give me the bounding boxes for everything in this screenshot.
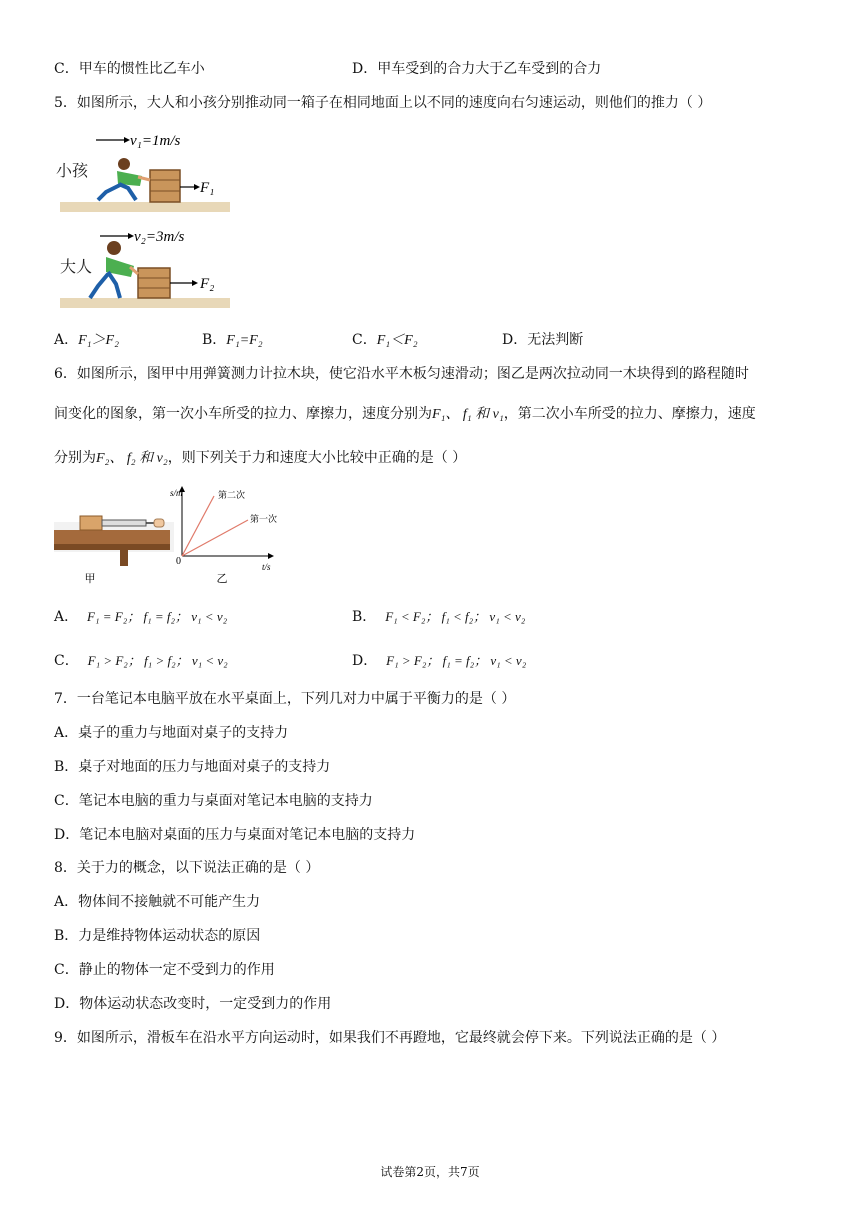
q8-stem: 8．关于力的概念，以下说法正确的是（ ）	[54, 860, 320, 876]
q7-option-b: B．桌子对地面的压力与地面对桌子的支持力	[54, 759, 331, 775]
child-ground	[60, 202, 230, 212]
q6-option-a: A． F₁ = F₂； f₁ = f₂； v₁ < v₂	[54, 609, 228, 625]
q7-option-d: D．笔记本电脑对桌面的压力与桌面对笔记本电脑的支持力	[54, 827, 416, 843]
origin-label: 0	[176, 556, 181, 567]
v1-label: v₁=1m/s	[130, 133, 181, 149]
q6-stem-line3: 分别为F₂、 f₂ 和 v₂，则下列关于力和速度大小比较中正确的是（ ）	[54, 450, 467, 466]
q6-figure-yi	[170, 484, 290, 590]
q8-option-c: C．静止的物体一定不受到力的作用	[54, 962, 275, 978]
q8-option-b: B．力是维持物体运动状态的原因	[54, 928, 261, 944]
q6-option-d: D． F₁ > F₂； f₁ = f₂； v₁ < v₂	[352, 653, 527, 669]
q6-option-c: C． F₁ > F₂； f₁ > f₂； v₁ < v₂	[54, 653, 228, 669]
adult-box	[138, 268, 170, 298]
hand	[154, 519, 164, 527]
wooden-board	[54, 530, 170, 544]
f2-label: F₂	[200, 276, 215, 292]
q6-stem-line1: 6．如图所示，图甲中用弹簧测力计拉木块，使它沿水平木板匀速滑动；图乙是两次拉动同一木块得到的路程随时	[54, 366, 749, 382]
q5-figure	[54, 124, 234, 314]
q7-stem: 7．一台笔记本电脑平放在水平桌面上，下列几对力中属于平衡力的是（ ）	[54, 691, 516, 707]
adult-ground	[60, 298, 230, 308]
adult-figure	[90, 241, 138, 298]
child-box	[150, 170, 180, 202]
child-label: 小孩	[56, 163, 89, 180]
q8-option-a: A．物体间不接触就不可能产生力	[54, 894, 261, 910]
spring-scale	[102, 520, 146, 526]
q7-option-a: A．桌子的重力与地面对桌子的支持力	[54, 725, 289, 741]
f1-label: F₁	[200, 180, 215, 196]
series-second-label: 第二次	[218, 490, 246, 500]
fig-jia-caption: 甲	[84, 573, 96, 584]
q6-figure-jia	[54, 488, 184, 584]
wood-block	[80, 516, 102, 530]
q6-option-b: B． F₁ < F₂； f₁ < f₂； v₁ < v₂	[352, 609, 526, 625]
q5-option-d: D．无法判断	[502, 332, 584, 348]
fig-yi-caption: 乙	[216, 573, 228, 585]
v2-label: v₂=3m/s	[134, 229, 185, 245]
series-first-label: 第一次	[250, 514, 278, 524]
q8-option-d: D．物体运动状态改变时，一定受到力的作用	[54, 996, 332, 1012]
q5-stem: 5．如图所示，大人和小孩分别推动同一箱子在相同地面上以不同的速度向右匀速运动，则他们的推力（ ）	[54, 95, 712, 111]
q5-option-a: A．F₁＞F₂	[54, 332, 119, 348]
q7-option-c: C．笔记本电脑的重力与桌面对笔记本电脑的支持力	[54, 793, 373, 809]
q4-option-d: D．甲车受到的合力大于乙车受到的合力	[352, 61, 602, 77]
q5-option-b: B．F₁=F₂	[202, 332, 263, 348]
q6-stem-line2: 间变化的图象，第一次小车所受的拉力、摩擦力，速度分别为F₁、 f₁ 和 v₁，第二次小车所受的拉力、摩擦力，速度	[54, 406, 756, 422]
child-figure	[98, 158, 150, 200]
x-axis-label: t/s	[262, 562, 271, 572]
page-footer: 试卷第2页，共7页	[380, 1165, 480, 1179]
y-axis-label: s/m	[170, 488, 183, 498]
adult-label: 大人	[60, 259, 93, 276]
q5-option-c: C．F₁＜F₂	[352, 332, 418, 348]
q4-option-c: C．甲车的惯性比乙车小	[54, 61, 205, 77]
q9-stem: 9．如图所示，滑板车在沿水平方向运动时，如果我们不再蹬地，它最终就会停下来。下列说法正确的是（ ）	[54, 1030, 726, 1046]
